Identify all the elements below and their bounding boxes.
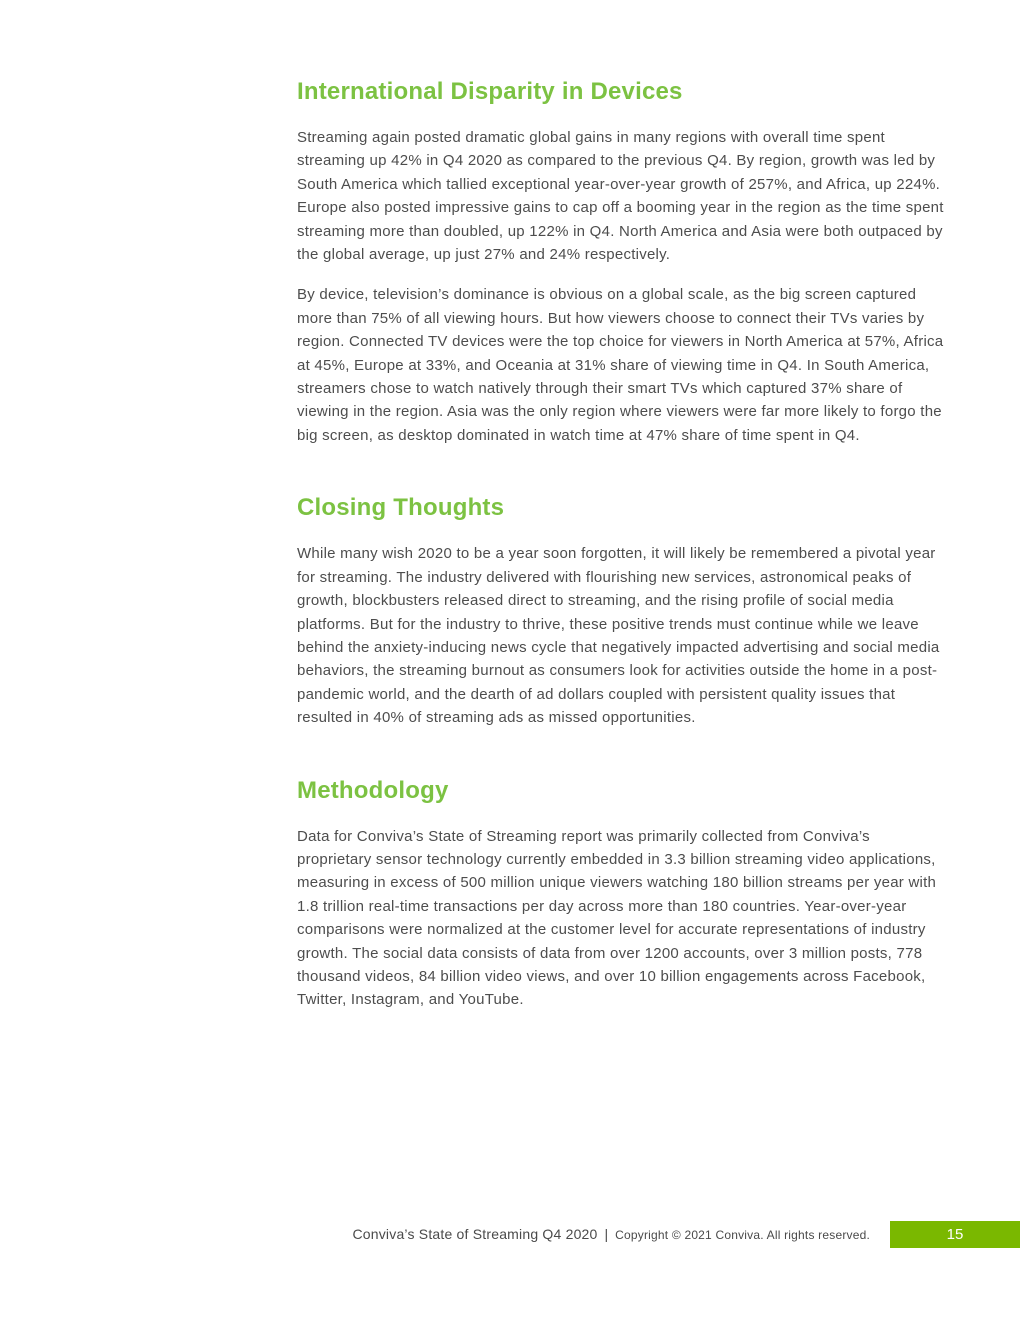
footer-separator: | — [604, 1226, 609, 1242]
section-spacer — [297, 464, 947, 490]
report-body — [297, 74, 947, 1029]
section-heading-methodology: Methodology — [297, 776, 449, 804]
section-heading-international-disparity: International Disparity in Devices — [297, 78, 683, 105]
paragraph-methodology: Data for Conviva’s State of Streaming report was primarily collected from Conviva’s proprietary sensor technology currently embedded in 3.3 billion streaming video applications, measuring in excess of 500 million unique viewers watching 180 billion streams per year with 1.8 trillion real-time transactions per day across more than 180 countries. Year-over-year comparisons were normalized at the customer level for accurate representations of industry growth. The social data consists of data from over 1200 accounts, over 3 million posts, 778 thousand videos, 84 billion video views, and over 10 billion engagements across Facebook, Twitter, Instagram, and YouTube. — [297, 827, 937, 1009]
section-heading-closing-thoughts: Closing Thoughts — [297, 494, 505, 522]
page-footer — [0, 1221, 1020, 1248]
footer-report-title: Conviva’s State of Streaming Q4 2020 — [352, 1226, 598, 1242]
footer-caption — [352, 1221, 870, 1248]
page-number-badge — [890, 1221, 1020, 1248]
paragraph-device-share: By device, television’s dominance is obvious on a global scale, as the big screen captured more than 75% of all viewing hours. But how viewers choose to connect their TVs varies by region. Connected TV devices were the top choice for viewers in North America at 57%, Africa at 45%, Europe at 33%, and Oceania at 31% share of viewing time in Q4. In South America, streamers chose to watch natively through their smart TVs which captured 37% share of viewing in the region. Asia was the only region where viewers were far more likely to forgo the big screen, as desktop dominated in watch time at 47% share of time spent in Q4. — [297, 286, 944, 444]
paragraph-closing-thoughts: While many wish 2020 to be a year soon forgotten, it will likely be remembered a pivotal year for streaming. The industry delivered with flourishing new services, astronomical peaks of growth, blockbusters released direct to streaming, and the rising profile of social media platforms. But for the industry to thrive, these positive trends must continue while we leave behind the anxiety-inducing news cycle that negatively impacted advertising and social media behaviors, the streaming burnout as consumers look for activities outside the home in a post-pandemic world, and the dearth of ad dollars coupled with persistent quality issues that resulted in 40% of streaming ads as missed opportunities. — [297, 545, 940, 727]
page-number: 15 — [946, 1226, 964, 1243]
footer-copyright: Copyright © 2021 Conviva. All rights reserved. — [615, 1228, 870, 1242]
paragraph-regional-growth: Streaming again posted dramatic global gains in many regions with overall time spent streaming up 42% in Q4 2020 as compared to the previous Q4. By region, growth was led by South America which tallied exceptional year-over-year growth of 257%, and Africa, up 224%. Europe also posted impressive gains to cap off a booming year in the region as the time spent streaming more than doubled, up 122% in Q4. North America and Asia were both outpaced by the global average, up just 27% and 24% respectively. — [297, 129, 944, 264]
section-spacer — [297, 747, 947, 773]
